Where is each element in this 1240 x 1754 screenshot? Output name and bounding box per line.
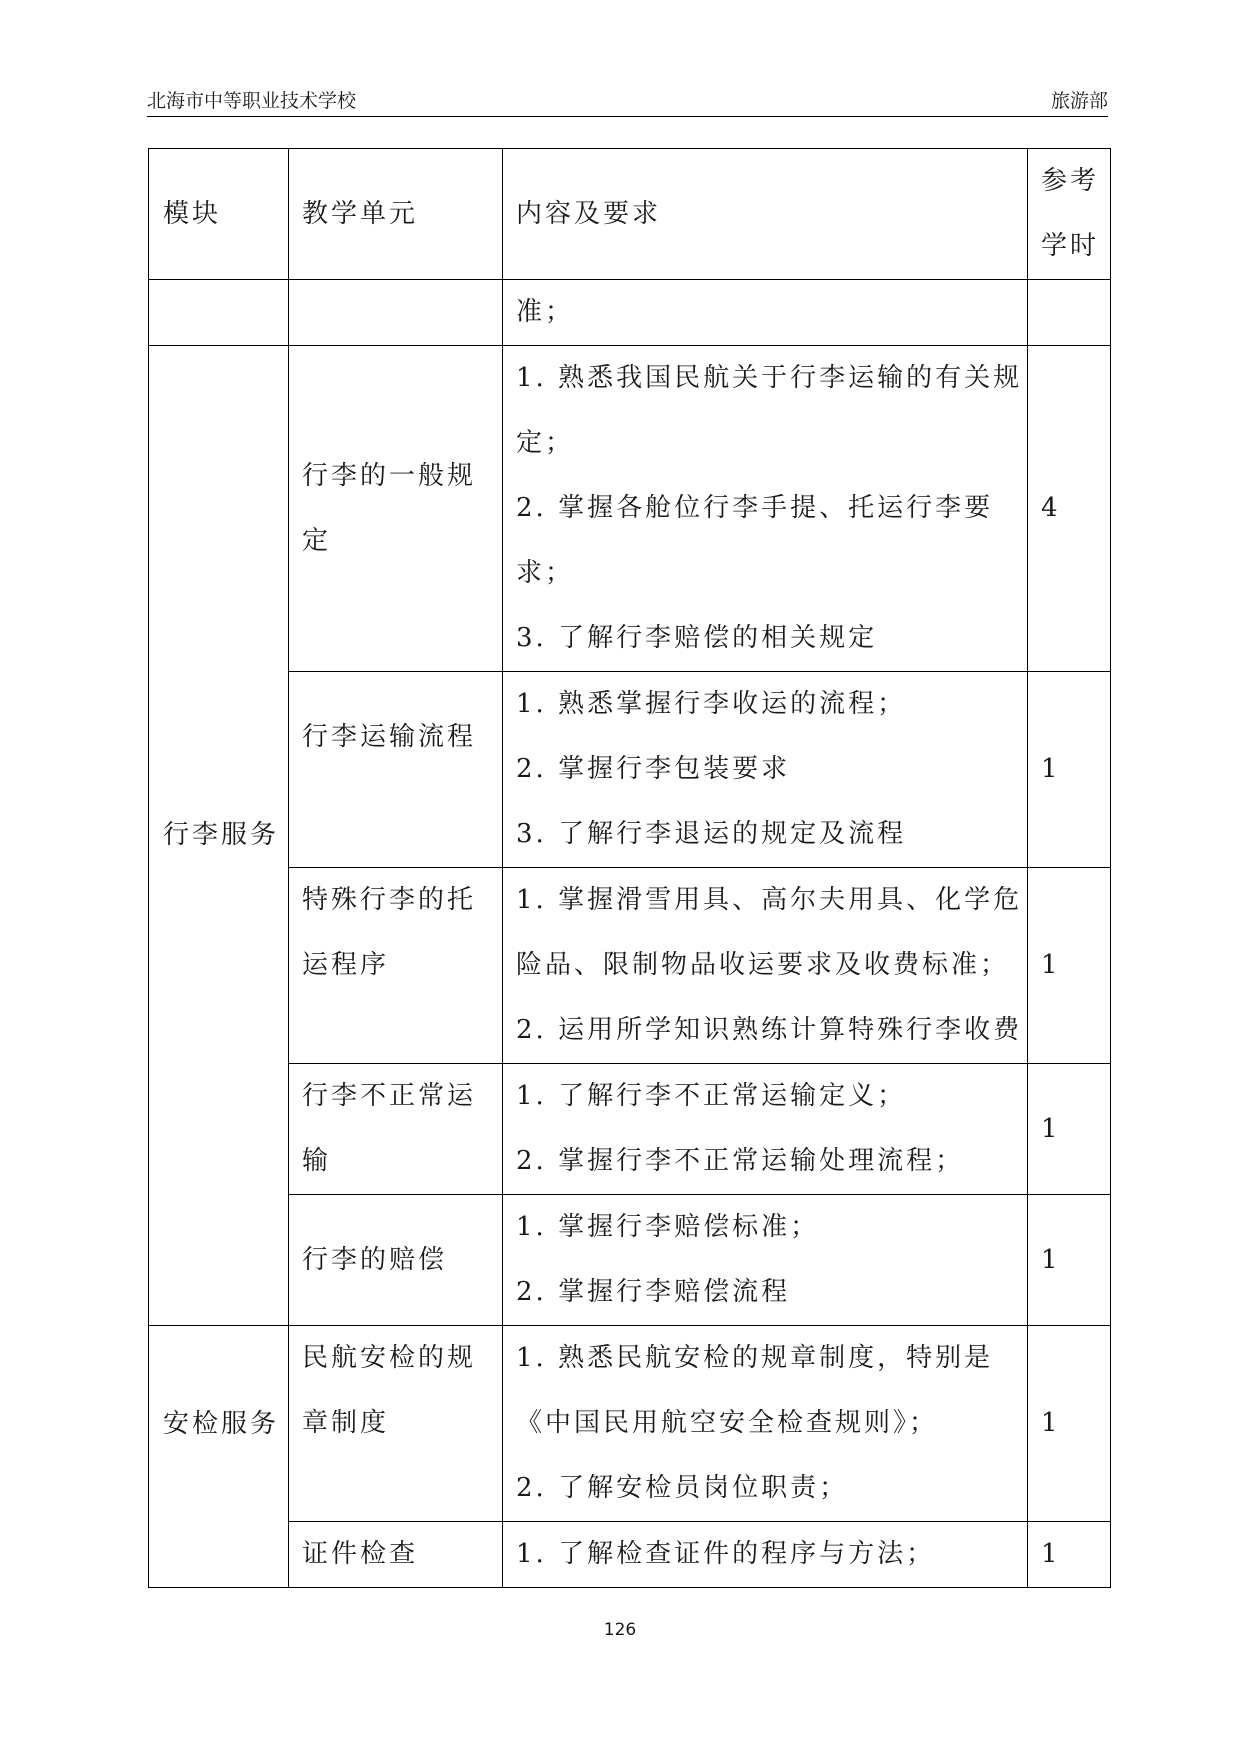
page-number: 126 bbox=[603, 1620, 637, 1640]
hours-cell: 1 bbox=[1028, 1326, 1111, 1522]
content-cell: 1. 掌握滑雪用具、高尔夫用具、化学危 险品、限制物品收运要求及收费标准； 2. 运用所学知识熟练计算特殊行李收费 bbox=[503, 868, 1028, 1064]
table-row bbox=[149, 1064, 1111, 1195]
department-name: 旅游部 bbox=[1050, 90, 1108, 112]
column-header-content: 内容及要求 bbox=[503, 149, 1028, 280]
page-header bbox=[147, 86, 1108, 117]
column-header-module: 模块 bbox=[149, 149, 289, 280]
table-header-row bbox=[149, 149, 1111, 280]
table-row bbox=[149, 1522, 1111, 1588]
unit-cell: 行李的一般规 定 bbox=[289, 346, 503, 672]
content-cell: 1. 熟悉掌握行李收运的流程； 2. 掌握行李包装要求 3. 了解行李退运的规定及流程 bbox=[503, 672, 1028, 868]
hours-cell: 4 bbox=[1028, 346, 1111, 672]
column-header-hours: 参考 学时 bbox=[1028, 149, 1111, 280]
hours-cell: 1 bbox=[1028, 868, 1111, 1064]
hours-cell: 1 bbox=[1028, 1064, 1111, 1195]
hours-cell: 1 bbox=[1028, 672, 1111, 868]
content-cell: 1. 熟悉我国民航关于行李运输的有关规 定； 2. 掌握各舱位行李手提、托运行李要 求； 3. 了解行李赔偿的相关规定 bbox=[503, 346, 1028, 672]
unit-cell bbox=[289, 280, 503, 346]
table-row-continuation bbox=[149, 280, 1111, 346]
unit-cell: 民航安检的规 章制度 bbox=[289, 1326, 503, 1522]
module-cell bbox=[149, 280, 289, 346]
content-cell: 准； bbox=[503, 280, 1028, 346]
hours-cell: 1 bbox=[1028, 1522, 1111, 1588]
unit-cell: 行李不正常运 输 bbox=[289, 1064, 503, 1195]
course-table bbox=[148, 148, 1111, 1588]
table-row bbox=[149, 868, 1111, 1064]
unit-cell: 行李的赔偿 bbox=[289, 1195, 503, 1326]
content-cell: 1. 了解行李不正常运输定义； 2. 掌握行李不正常运输处理流程； bbox=[503, 1064, 1028, 1195]
hours-cell: 1 bbox=[1028, 1195, 1111, 1326]
module-cell: 行李服务 bbox=[149, 346, 289, 1326]
unit-cell: 行李运输流程 bbox=[289, 672, 503, 868]
school-name: 北海市中等职业技术学校 bbox=[147, 90, 357, 112]
content-cell: 1. 了解检查证件的程序与方法； bbox=[503, 1522, 1028, 1588]
hours-cell bbox=[1028, 280, 1111, 346]
column-header-unit: 教学单元 bbox=[289, 149, 503, 280]
unit-cell: 特殊行李的托 运程序 bbox=[289, 868, 503, 1064]
table-row bbox=[149, 672, 1111, 868]
unit-cell: 证件检查 bbox=[289, 1522, 503, 1588]
table-row bbox=[149, 1195, 1111, 1326]
table-row bbox=[149, 1326, 1111, 1522]
table-row bbox=[149, 346, 1111, 672]
module-cell: 安检服务 bbox=[149, 1326, 289, 1588]
content-cell: 1. 掌握行李赔偿标准； 2. 掌握行李赔偿流程 bbox=[503, 1195, 1028, 1326]
content-cell: 1. 熟悉民航安检的规章制度，特别是 《中国民用航空安全检查规则》； 2. 了解安检员岗位职责； bbox=[503, 1326, 1028, 1522]
